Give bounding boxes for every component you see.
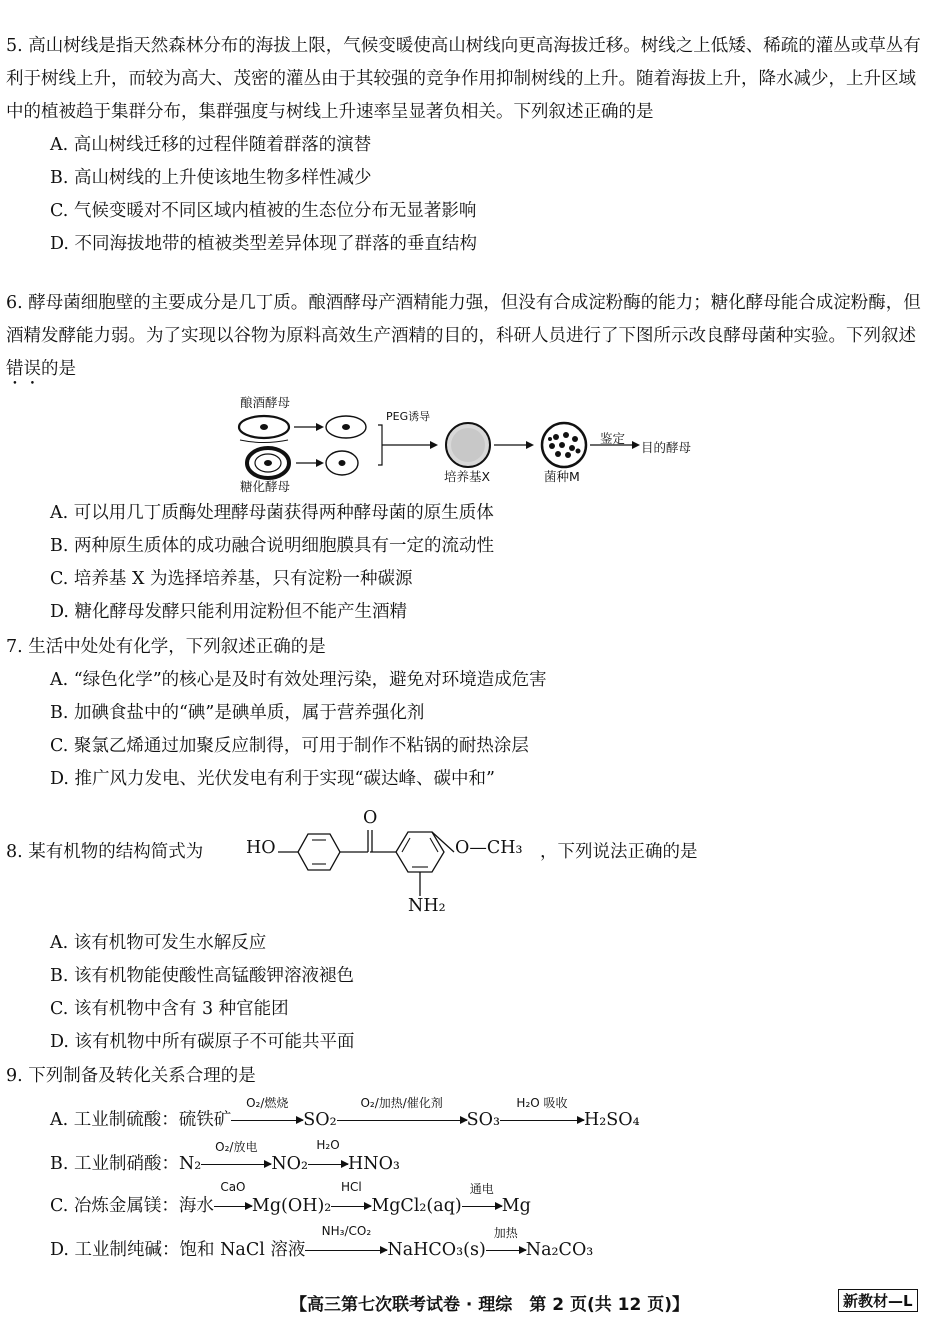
question-9-option-b	[50, 1138, 400, 1175]
option-c-label: C. 冶炼金属镁：海水	[50, 1196, 214, 1216]
question-7-option-d: D. 推广风力发电、光伏发电有利于实现“碳达峰、碳中和”	[50, 769, 495, 789]
question-8-option-d: D. 该有机物中所有碳原子不可能共平面	[50, 1032, 355, 1052]
option-a-arrow-1	[231, 1096, 303, 1130]
question-6	[6, 287, 928, 389]
question-8-option-a: A. 该有机物可发生水解反应	[50, 933, 267, 953]
question-9-option-d	[50, 1224, 594, 1261]
question-8-option-c: C. 该有机物中含有 3 种官能团	[50, 999, 289, 1019]
question-7-option-c: C. 聚氯乙烯通过加聚反应制得，可用于制作不粘锅的耐热涂层	[50, 736, 529, 756]
option-c-product-1: Mg(OH)₂	[251, 1196, 332, 1216]
diagram-graphics	[230, 393, 710, 493]
structure-ho: HO	[246, 838, 276, 858]
option-b-label: B. 工业制硝酸：N₂	[50, 1154, 202, 1174]
benzene-ring-1-icon	[298, 834, 340, 870]
question-9	[6, 1060, 928, 1093]
question-9-stem: 9. 下列制备及转化关系合理的是	[6, 1066, 256, 1086]
option-c-product-2: MgCl₂(aq)	[371, 1196, 462, 1216]
option-a-product-1: SO₂	[303, 1110, 337, 1130]
option-a-arrow-3	[500, 1096, 584, 1130]
option-a-condition-3: H₂O 吸收	[516, 1096, 568, 1110]
organic-structure-formula	[240, 800, 540, 920]
option-d-arrow-2	[486, 1226, 526, 1260]
edition-badge: 新教材—L	[838, 1289, 918, 1312]
brewing-yeast-nucleus-icon	[260, 424, 268, 430]
question-5-option-b: B. 高山树线的上升使该地生物多样性减少	[50, 168, 372, 188]
question-7	[6, 631, 928, 796]
yeast-fusion-diagram	[230, 393, 710, 493]
question-6-stem-end: 的是	[41, 359, 76, 379]
question-9-option-a	[50, 1096, 640, 1131]
option-a-product-2: SO₃	[466, 1110, 500, 1130]
label-medium-x: 培养基X	[444, 469, 491, 484]
option-c-arrow-1	[214, 1180, 252, 1216]
question-6-option-d: D. 糖化酵母发酵只能利用淀粉但不能产生酒精	[50, 602, 408, 622]
option-c-arrow-3	[462, 1182, 502, 1216]
option-b-product-2: HNO₃	[348, 1154, 400, 1174]
question-5	[6, 30, 928, 261]
structure-methoxy: O—CH₃	[455, 838, 523, 858]
option-c-condition-3: 通电	[469, 1182, 494, 1196]
structure-carbonyl-o: O	[363, 808, 378, 828]
question-5-option-c: C. 气候变暖对不同区域内植被的生态位分布无显著影响	[50, 201, 477, 221]
question-6-stem-text: 6. 酵母菌细胞壁的主要成分是几丁质。酿酒酵母产酒精能力强，但没有合成淀粉酶的能力；糖化酵母能合成淀粉酶，但酒精发酵能力弱。为了实现以谷物为原料高效生产酒精的目的，科研人员进行了下图所示改良酵母菌种实验。下列叙述	[6, 293, 921, 346]
question-8-options	[6, 927, 928, 1059]
question-5-stem: 5. 高山树线是指天然森林分布的海拔上限，气候变暖使高山树线向更高海拔迁移。树线之上低矮、稀疏的灌丛或草丛有利于树线上升，而较为高大、茂密的灌丛由于其较强的竞争作用抑制树线的上升。随着海拔上升，降水减少，上升区域中的植被趋于集群分布，集群强度与树线上升速率呈显著负相关。下列叙述正确的是	[6, 36, 921, 122]
label-strain-m: 菌种M	[544, 469, 580, 484]
option-c-product-3: Mg	[501, 1196, 531, 1216]
question-6-options	[6, 497, 928, 629]
question-7-option-a: A. “绿色化学”的核心是及时有效处理污染，避免对环境造成危害	[50, 670, 547, 690]
option-b-arrow-2	[308, 1138, 348, 1174]
question-8-stem-end: ，下列说法正确的是	[540, 842, 698, 862]
option-b-condition-1: O₂/放电	[215, 1140, 258, 1154]
option-a-product-3: H₂SO₄	[583, 1110, 640, 1130]
label-saccharifying-yeast: 糖化酵母	[240, 479, 291, 494]
question-6-option-b: B. 两种原生质体的成功融合说明细胞膜具有一定的流动性	[50, 536, 494, 556]
structure-amino: NH₂	[408, 896, 446, 916]
option-a-arrow-2	[337, 1096, 467, 1130]
option-a-label: A. 工业制硫酸：硫铁矿	[50, 1110, 232, 1130]
structure-bonds	[240, 800, 540, 920]
option-d-arrow-1	[305, 1224, 387, 1260]
question-6-option-c: C. 培养基 X 为选择培养基，只有淀粉一种碳源	[50, 569, 413, 589]
question-8-stem-start: 8. 某有机物的结构简式为	[6, 842, 204, 862]
label-target-yeast: 目的酵母	[641, 440, 692, 455]
question-7-option-b: B. 加碘食盐中的“碘”是碘单质，属于营养强化剂	[50, 703, 425, 723]
question-6-option-a: A. 可以用几丁质酶处理酵母菌获得两种酵母菌的原生质体	[50, 503, 494, 523]
page-footer: 【高三第七次联考试卷 · 理综 第 2 页(共 12 页)】	[290, 1295, 689, 1315]
option-d-condition-1: NH₃/CO₂	[321, 1224, 372, 1238]
question-7-stem: 7. 生活中处处有化学，下列叙述正确的是	[6, 637, 326, 657]
question-9-option-c	[50, 1180, 531, 1217]
option-d-label: D. 工业制纯碱：饱和 NaCl 溶液	[50, 1240, 306, 1260]
label-brewing-yeast: 酿酒酵母	[240, 395, 291, 410]
option-b-condition-2: H₂O	[316, 1138, 340, 1152]
option-c-condition-1: CaO	[220, 1180, 246, 1194]
option-d-product-2: Na₂CO₃	[525, 1240, 594, 1260]
question-6-emphasis: 错误	[6, 359, 41, 379]
benzene-ring-2-icon	[396, 832, 444, 872]
option-b-product-1: NO₂	[271, 1154, 309, 1174]
option-a-condition-2: O₂/加热/催化剂	[360, 1096, 443, 1110]
question-6-stem	[6, 287, 928, 389]
option-a-condition-1: O₂/燃烧	[246, 1096, 289, 1110]
label-peg-induction: PEG诱导	[386, 410, 431, 423]
option-c-arrow-2	[331, 1180, 371, 1216]
option-c-condition-2: HCl	[340, 1180, 362, 1194]
option-d-condition-2: 加热	[493, 1226, 518, 1240]
label-identify: 鉴定	[600, 431, 626, 446]
question-5-option-d: D. 不同海拔地带的植被类型差异体现了群落的垂直结构	[50, 234, 478, 254]
option-b-arrow-1	[201, 1140, 271, 1174]
question-5-option-a: A. 高山树线迁移的过程伴随着群落的演替	[50, 135, 372, 155]
option-d-product-1: NaHCO₃(s)	[387, 1240, 486, 1260]
question-8-option-b: B. 该有机物能使酸性高锰酸钾溶液褪色	[50, 966, 354, 986]
